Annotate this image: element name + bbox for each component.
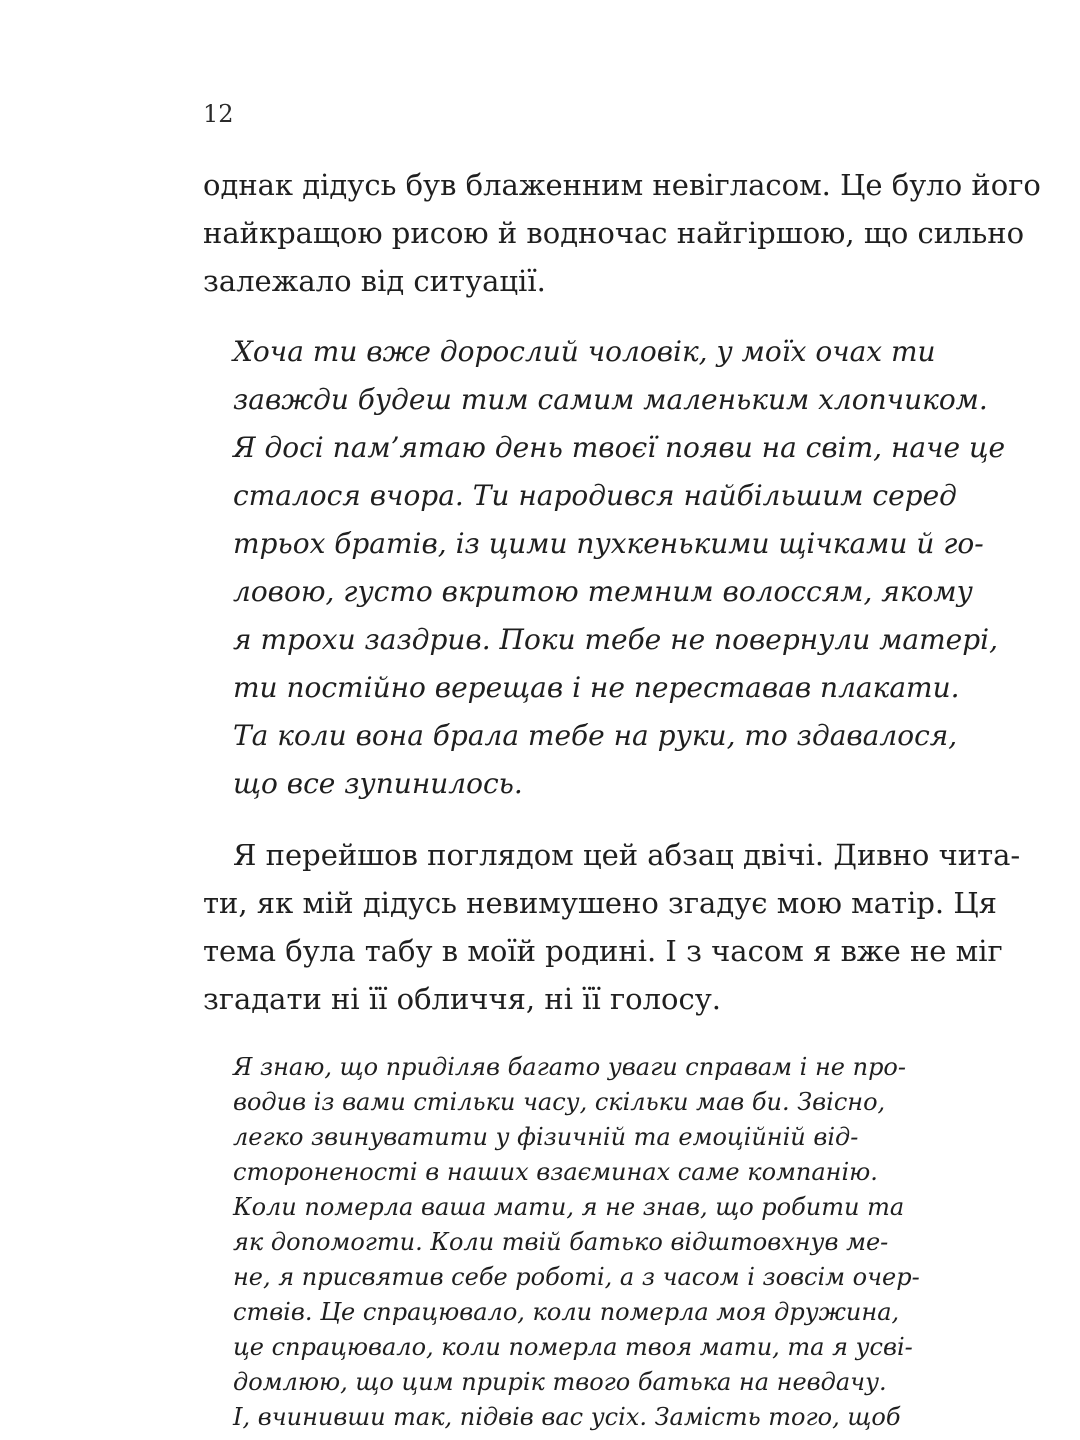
quote-line: Та коли вона брала тебе на руки, то здавалося,	[233, 719, 958, 752]
quote-line: домлюю, що цим прирік твого батька на невдачу.	[233, 1368, 887, 1396]
text-line: згадати ні її обличчя, ні її голосу.	[203, 982, 722, 1016]
quote-line: ти постійно верещав і не переставав плакати.	[233, 671, 960, 704]
quote-line: водив із вами стільки часу, скільки мав би. Звісно,	[233, 1088, 886, 1116]
quote-line: І, вчинивши так, підвів вас усіх. Замість того, щоб	[233, 1403, 901, 1431]
text-line: найкращою рисою й водночас найгіршою, що сильно	[203, 216, 1025, 250]
quote-line: як допомогти. Коли твій батько відштовхнув ме-	[233, 1228, 889, 1256]
quote-line: Я знаю, що приділяв багато уваги справам і не про-	[233, 1053, 906, 1081]
quote-line: я трохи заздрив. Поки тебе не повернули матері,	[233, 623, 998, 656]
quote-line: це спрацювало, коли померла твоя мати, та я усві-	[233, 1333, 913, 1361]
quote-line: Хоча ти вже дорослий чоловік, у моїх очах ти	[233, 335, 936, 368]
quote-line: що все зупинилось.	[233, 767, 523, 800]
quote-line: сталося вчора. Ти народився найбільшим серед	[233, 479, 957, 512]
quote-line: Коли померла ваша мати, я не знав, що робити та	[233, 1193, 905, 1221]
quote-line: стороненості в наших взаєминах саме компанію.	[233, 1158, 878, 1186]
text-line: ти, як мій дідусь невимушено згадує мою матір. Ця	[203, 886, 997, 920]
text-line: однак дідусь був блаженним невігласом. Це було його	[203, 168, 1041, 202]
quote-line: не, я присвятив себе роботі, а з часом і зовсім очер-	[233, 1263, 920, 1291]
text-line: Я перейшов поглядом цей абзац двічі. Дивно чита-	[233, 838, 1021, 872]
quote-line: Я досі пам’ятаю день твоєї появи на світ, наче це	[233, 431, 1006, 464]
page-number: 12	[203, 100, 234, 128]
quote-line: ловою, густо вкритою темним волоссям, якому	[233, 575, 973, 608]
quote-line: ствів. Це спрацювало, коли померла моя дружина,	[233, 1298, 900, 1326]
quote-line: завжди будеш тим самим маленьким хлопчиком.	[233, 383, 988, 416]
text-line: тема була табу в моїй родині. І з часом я вже не міг	[203, 934, 1003, 968]
quote-line: трьох братів, із цими пухкенькими щічками й го-	[233, 527, 984, 560]
text-line: залежало від ситуації.	[203, 264, 546, 298]
quote-line: легко звинуватити у фізичній та емоційній від-	[233, 1123, 859, 1151]
